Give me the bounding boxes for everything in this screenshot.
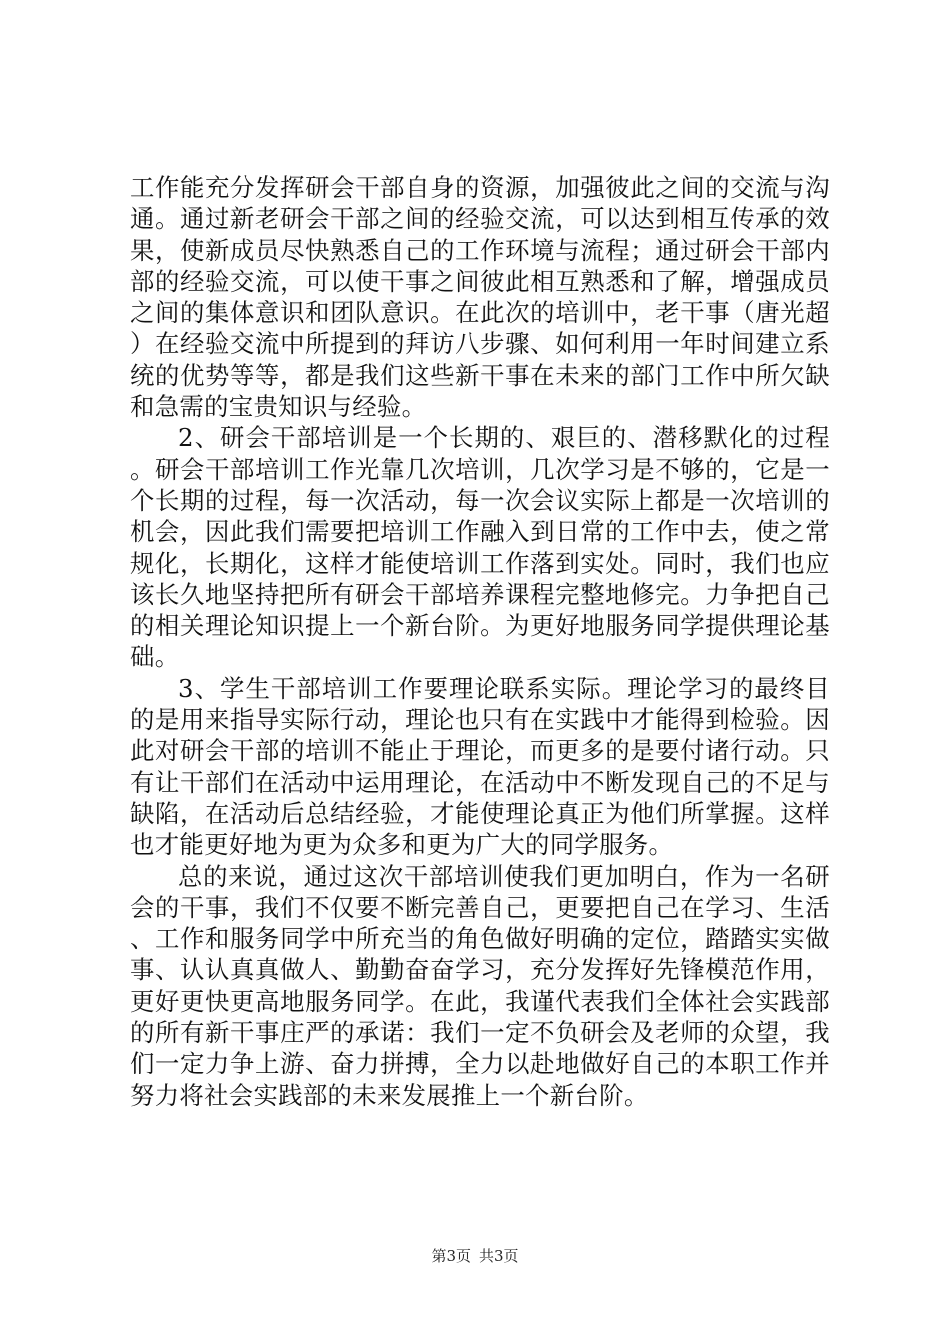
paragraph-1: 工作能充分发挥研会干部自身的资源，加强彼此之间的交流与沟通。通过新老研会干部之间的经验交流，可以达到相互传承的效果，使新成员尽快熟悉自己的工作环境与流程；通过研会干部内部的经验交流，可以使干事之间彼此相互熟悉和了解，增强成员之间的集体意识和团队意识。在此次的培训中，老干事（唐光超）在经验交流中所提到的拜访八步骤、如何利用一年时间建立系统的优势等等，都是我们这些新干事在未来的部门工作中所欠缺和急需的宝贵知识与经验。 [130, 173, 830, 422]
paragraph-3: 3、学生干部培训工作要理论联系实际。理论学习的最终目的是用来指导实际行动，理论也只有在实践中才能得到检验。因此对研会干部的培训不能止于理论，而更多的是要付诸行动。只有让干部们在活动中运用理论，在活动中不断发现自己的不足与缺陷，在活动后总结经验，才能使理论真正为他们所掌握。这样也才能更好地为更为众多和更为广大的同学服务。 [130, 673, 830, 860]
paragraph-4: 总的来说，通过这次干部培训使我们更加明白，作为一名研会的干事，我们不仅要不断完善自己，更要把自己在学习、生活、工作和服务同学中所充当的角色做好明确的定位，踏踏实实做事、认认真真做人、勤勤奋奋学习，充分发挥好先锋模范作用，更好更快更高地服务同学。在此，我谨代表我们全体社会实践部的所有新干事庄严的承诺：我们一定不负研会及老师的众望，我们一定力争上游、奋力拼搏，全力以赴地做好自己的本职工作并努力将社会实践部的未来发展推上一个新台阶。 [130, 861, 830, 1110]
page-number-current: 第3页 [431, 1247, 471, 1265]
page-number-total: 共3页 [479, 1247, 519, 1265]
document-body [130, 172, 830, 1111]
page-footer [0, 1246, 950, 1266]
paragraph-2: 2、研会干部培训是一个长期的、艰巨的、潜移默化的过程。研会干部培训工作光靠几次培训，几次学习是不够的，它是一个长期的过程，每一次活动，每一次会议实际上都是一次培训的机会，因此我们需要把培训工作融入到日常的工作中去，使之常规化，长期化，这样才能使培训工作落到实处。同时，我们也应该长久地坚持把所有研会干部培养课程完整地修完。力争把自己的相关理论知识提上一个新台阶。为更好地服务同学提供理论基础。 [130, 423, 830, 672]
